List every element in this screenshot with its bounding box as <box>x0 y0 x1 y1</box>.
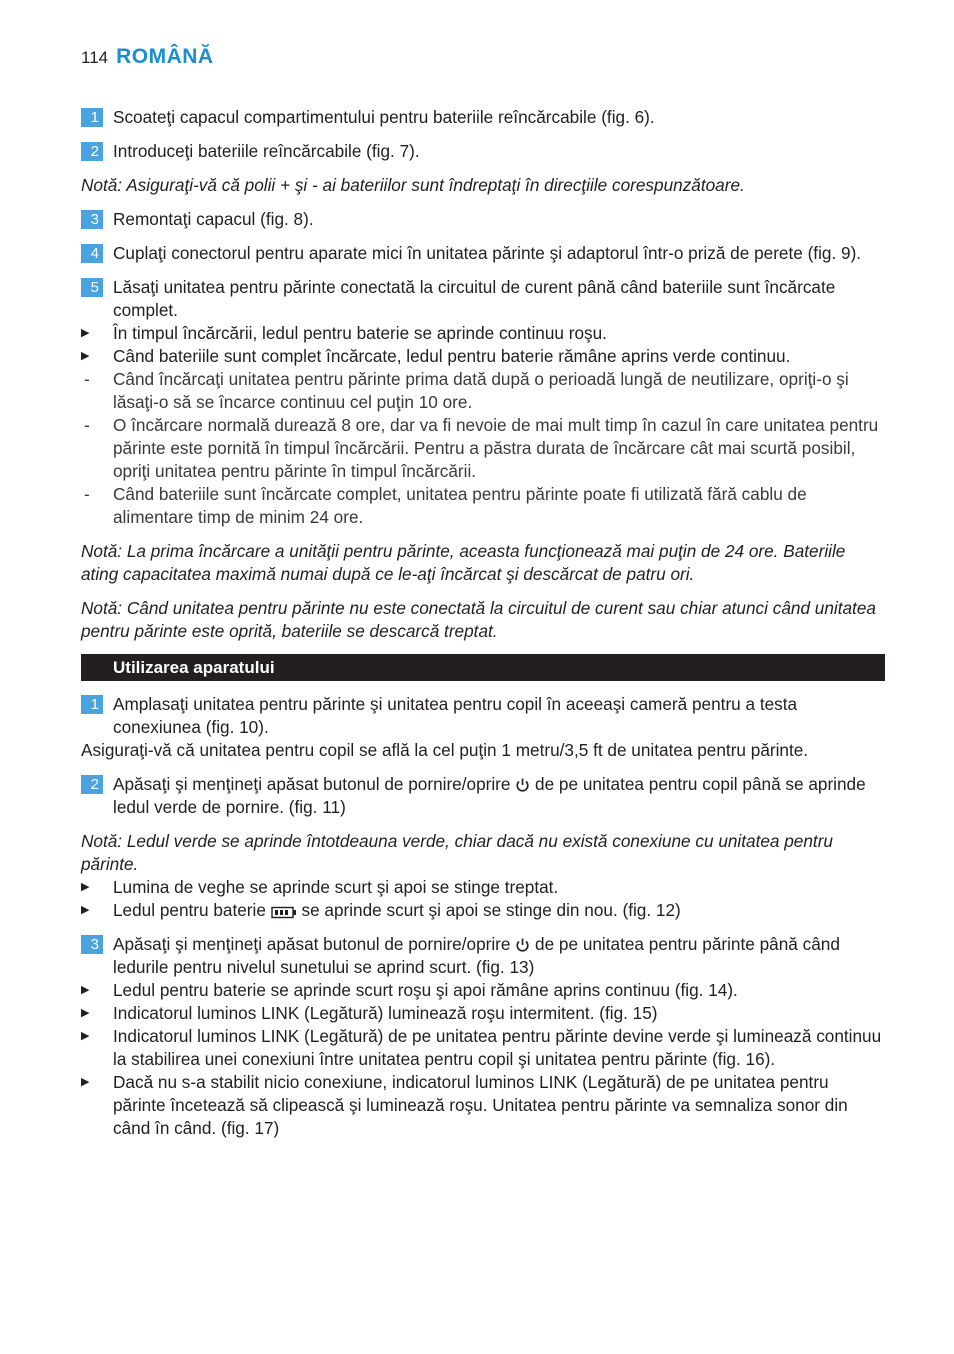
step-number-badge: 1 <box>81 108 103 127</box>
list-item <box>81 1071 885 1140</box>
list-item <box>81 368 885 414</box>
triangle-bullet-icon: ▶ <box>81 881 90 893</box>
list-item <box>81 1025 885 1071</box>
battery-icon <box>271 906 297 919</box>
step-number-badge: 5 <box>81 278 103 297</box>
bullet-text: Indicatorul luminos LINK (Legătură) de pe unitatea pentru părinte devine verde şi luminează continuu la stabilirea unei conexiuni între unitatea pentru copil şi unitatea pentru părinte (fig. 16). <box>113 1026 882 1069</box>
triangle-bullet-icon: ▶ <box>81 350 90 362</box>
list-item <box>81 979 885 1002</box>
step-number-badge: 3 <box>81 210 103 229</box>
charging-step-5 <box>81 276 885 322</box>
bullet-text: Ledul pentru baterie se aprinde scurt roşu şi apoi rămâne aprins continuu (fig. 14). <box>113 980 738 1000</box>
bullet-text: Ledul pentru baterie <box>113 900 266 920</box>
charging-step-3 <box>81 208 885 231</box>
step-text: Introduceţi bateriile reîncărcabile (fig. 7). <box>113 141 420 161</box>
charging-step-2 <box>81 140 885 163</box>
dash-marker: - <box>84 369 90 389</box>
note-green-led: Notă: Ledul verde se aprinde întotdeauna verde, chiar dacă nu există conexiune cu unitatea pentru părinte. <box>81 831 833 874</box>
step-text: Apăsaţi şi menţineţi apăsat butonul de pornire/oprire <box>113 934 511 954</box>
dash-text: Când bateriile sunt încărcate complet, unitatea pentru părinte poate fi utilizată fără cablu de alimentare timp de minim 24 ore. <box>113 484 807 527</box>
charging-step-1 <box>81 106 885 129</box>
step-number-badge: 2 <box>81 775 103 794</box>
list-item <box>81 1002 885 1025</box>
charging-step-4 <box>81 242 885 265</box>
list-item <box>81 899 885 922</box>
page-content <box>81 106 885 1140</box>
list-item <box>81 322 885 345</box>
list-item <box>81 483 885 529</box>
step-number-badge: 1 <box>81 695 103 714</box>
bullet-text: Dacă nu s-a stabilit nicio conexiune, indicatorul luminos LINK (Legătură) de pe unitatea pentru părinte încetează să clipească şi luminează roşu. Unitatea pentru părinte va semnaliza sonor din când în când. (fig. 17) <box>113 1072 848 1138</box>
step-text: de pe unitatea pentru părinte până când ledurile pentru nivelul sunetului se aprind scurt. (fig. 13) <box>113 934 840 977</box>
language-title: ROMÂNĂ <box>116 45 214 68</box>
list-item <box>81 876 885 899</box>
page-number: 114 <box>81 48 109 67</box>
step-number-badge: 3 <box>81 935 103 954</box>
triangle-bullet-icon: ▶ <box>81 327 90 339</box>
dash-marker: - <box>84 484 90 504</box>
step-text: Remontaţi capacul (fig. 8). <box>113 209 314 229</box>
bullet-text: Lumina de veghe se aprinde scurt şi apoi se stinge treptat. <box>113 877 559 897</box>
dash-text: Când încărcaţi unitatea pentru părinte prima dată după o perioadă lungă de neutilizare, opriţi-o şi lăsaţi-o să se încarce continuu cel puţin 10 ore. <box>113 369 849 412</box>
step-text: Scoateţi capacul compartimentului pentru bateriile reîncărcabile (fig. 6). <box>113 107 655 127</box>
note-first-charge: Notă: La prima încărcare a unităţii pentru părinte, aceasta funcţionează mai puţin de 24 ore. Bateriile ating capacitatea maximă numai după ce le-aţi încărcat şi descărcat de patru ori. <box>81 541 846 584</box>
step-text: Apăsaţi şi menţineţi apăsat butonul de pornire/oprire <box>113 774 511 794</box>
usage-step-3 <box>81 933 885 979</box>
triangle-bullet-icon: ▶ <box>81 904 90 916</box>
bullet-text: Când bateriile sunt complet încărcate, ledul pentru baterie rămâne aprins verde continuu. <box>113 346 791 366</box>
triangle-bullet-icon: ▶ <box>81 1030 90 1042</box>
bullet-text: În timpul încărcării, ledul pentru baterie se aprinde continuu roşu. <box>113 323 607 343</box>
triangle-bullet-icon: ▶ <box>81 1076 90 1088</box>
step-number-badge: 4 <box>81 244 103 263</box>
step-text: Cuplaţi conectorul pentru aparate mici în unitatea părinte şi adaptorul într-o priză de perete (fig. 9). <box>113 243 862 263</box>
dash-text: O încărcare normală durează 8 ore, dar va fi nevoie de mai mult timp în cazul în care unitatea pentru părinte este pornită în timpul încărcării. Pentru a păstra durata de încărcare cât mai scurtă posibil, opriţi unitatea pentru părinte în timpul încărcării. <box>113 415 879 481</box>
section-heading-usage: Utilizarea aparatului <box>81 654 885 681</box>
bullet-text: se aprinde scurt şi apoi se stinge din nou. (fig. 12) <box>301 900 681 920</box>
triangle-bullet-icon: ▶ <box>81 1007 90 1019</box>
list-item <box>81 414 885 483</box>
power-icon <box>515 937 530 953</box>
usage-step-1 <box>81 693 885 739</box>
step-text: Lăsaţi unitatea pentru părinte conectată la circuitul de curent până când bateriile sunt încărcate complet. <box>113 277 836 320</box>
triangle-bullet-icon: ▶ <box>81 984 90 996</box>
dash-marker: - <box>84 415 90 435</box>
note-battery-polarity: Notă: Asiguraţi-vă că polii + şi - ai bateriilor sunt îndreptaţi în direcţiile corespunzătoare. <box>81 175 745 195</box>
usage-step-2 <box>81 773 885 819</box>
step-text: Amplasaţi unitatea pentru părinte şi unitatea pentru copil în aceeaşi cameră pentru a testa conexiunea (fig. 10). <box>113 694 798 737</box>
note-discharge: Notă: Când unitatea pentru părinte nu este conectată la circuitul de curent sau chiar atunci când unitatea pentru părinte este oprită, bateriile se descarcă treptat. <box>81 598 876 641</box>
bullet-text: Indicatorul luminos LINK (Legătură) luminează roşu intermitent. (fig. 15) <box>113 1003 658 1023</box>
power-icon <box>515 777 530 793</box>
step-number-badge: 2 <box>81 142 103 161</box>
step-text: de pe unitatea pentru copil până se aprinde ledul verde de pornire. (fig. 11) <box>113 774 866 817</box>
page-header <box>81 45 214 75</box>
usage-step-1-detail: Asiguraţi-vă că unitatea pentru copil se află la cel puţin 1 metru/3,5 ft de unitatea pentru părinte. <box>81 740 809 760</box>
list-item <box>81 345 885 368</box>
